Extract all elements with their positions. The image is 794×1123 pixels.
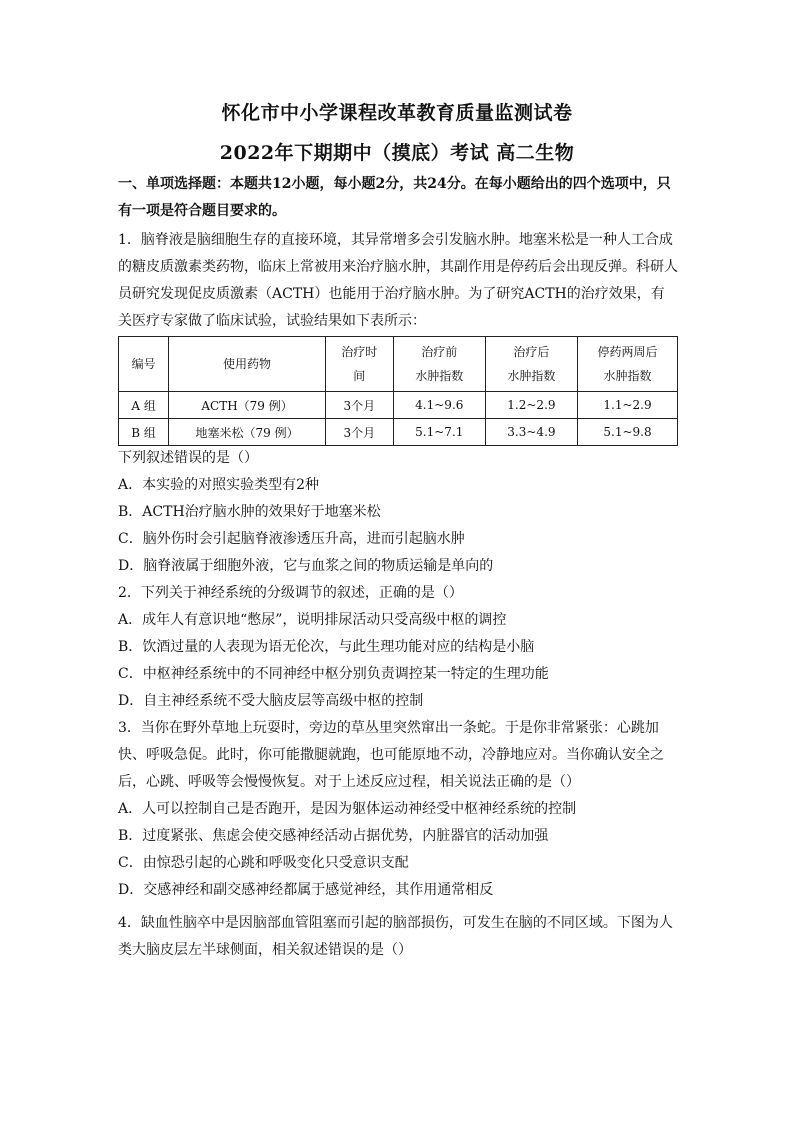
header-after-line1: 治疗后 xyxy=(513,345,550,359)
question-2-option-d: D．自主神经系统不受大脑皮层等高级中枢的控制 xyxy=(118,693,424,709)
cell-stop: 1.1~2.9 xyxy=(577,392,677,419)
cell-after: 3.3~4.9 xyxy=(485,419,577,446)
question-2-option-a: A．成年人有意识地“憋尿”，说明排尿活动只受高级中枢的调控 xyxy=(118,612,507,628)
table-row xyxy=(119,392,678,419)
cell-before: 5.1~7.1 xyxy=(393,419,485,446)
question-3-stem: 3．当你在野外草地上玩耍时，旁边的草丛里突然窜出一条蛇。于是你非常紧张：心跳加快、呼吸急促。此时，你可能撒腿就跑，也可能原地不动，冷静地应对。当你确认安全之后，心跳、呼吸等会慢慢恢复。对于上述反应过程，相关说法正确的是（） xyxy=(118,720,664,790)
table-header-row xyxy=(119,337,678,392)
table-row xyxy=(119,419,678,446)
question-1-stem: 1．脑脊液是脑细胞生存的直接环境，其异常增多会引发脑水肿。地塞米松是一种人工合成的糖皮质激素类药物，临床上常被用来治疗脑水肿，其副作用是停药后会出现反弹。科研人员研究发现促皮质激素（ACTH）也能用于治疗脑水肿。为了研究ACTH的治疗效果，有关医疗专家做了临床试验，试验结果如下表所示： xyxy=(118,232,678,329)
exam-subtitle: 2022年下期期中（摸底）考试 高二生物 xyxy=(219,142,575,164)
cell-time: 3个月 xyxy=(325,392,393,419)
header-time xyxy=(325,337,393,392)
results-table xyxy=(118,336,678,446)
header-before-line1: 治疗前 xyxy=(421,345,458,359)
question-3-option-c: C．由惊恐引起的心跳和呼吸变化只受意识支配 xyxy=(118,855,409,871)
cell-group: A 组 xyxy=(119,392,169,419)
cell-drug: ACTH（79 例） xyxy=(169,392,326,419)
header-before xyxy=(393,337,485,392)
question-4-stem: 4．缺血性脑卒中是因脑部血管阻塞而引起的脑部损伤，可发生在脑的不同区域。下图为人类大脑皮层左半球侧面，相关叙述错误的是（） xyxy=(118,915,673,958)
header-after xyxy=(485,337,577,392)
question-2-option-c: C．中枢神经系统中的不同神经中枢分别负责调控某一特定的生理功能 xyxy=(118,666,549,682)
question-1-prompt: 下列叙述错误的是（） xyxy=(118,450,258,466)
question-1-option-b: B．ACTH治疗脑水肿的效果好于地塞米松 xyxy=(118,504,381,520)
question-3-option-b: B．过度紧张、焦虑会使交感神经活动占据优势，内脏器官的活动加强 xyxy=(118,828,549,844)
header-stop-line2: 水肿指数 xyxy=(603,369,652,383)
question-1-option-c: C．脑外伤时会引起脑脊液渗透压升高，进而引起脑水肿 xyxy=(118,531,465,547)
cell-drug: 地塞米松（79 例） xyxy=(169,419,326,446)
question-1-option-d: D．脑脊液属于细胞外液，它与血浆之间的物质运输是单向的 xyxy=(118,558,494,574)
header-group: 编号 xyxy=(119,337,169,392)
question-1-option-a: A．本实验的对照实验类型有2种 xyxy=(118,477,320,493)
header-after-line2: 水肿指数 xyxy=(507,369,556,383)
question-3-option-a: A．人可以控制自己是否跑开，是因为躯体运动神经受中枢神经系统的控制 xyxy=(118,801,577,817)
header-time-line2: 间 xyxy=(353,369,366,383)
header-drug: 使用药物 xyxy=(169,337,326,392)
header-stop xyxy=(577,337,677,392)
question-2-option-b: B．饮酒过量的人表现为语无伦次，与此生理功能对应的结构是小脑 xyxy=(118,639,535,655)
question-3-option-d: D．交感神经和副交感神经都属于感觉神经，其作用通常相反 xyxy=(118,882,494,898)
cell-group: B 组 xyxy=(119,419,169,446)
cell-after: 1.2~2.9 xyxy=(485,392,577,419)
header-time-line1: 治疗时 xyxy=(341,345,378,359)
cell-before: 4.1~9.6 xyxy=(393,392,485,419)
question-2-stem: 2．下列关于神经系统的分级调节的叙述，正确的是（） xyxy=(118,585,463,601)
cell-time: 3个月 xyxy=(325,419,393,446)
cell-stop: 5.1~9.8 xyxy=(577,419,677,446)
header-before-line2: 水肿指数 xyxy=(415,369,464,383)
header-stop-line1: 停药两周后 xyxy=(597,345,658,359)
exam-title: 怀化市中小学课程改革教育质量监测试卷 xyxy=(221,102,573,124)
section-heading: 一、单项选择题：本题共12小题，每小题2分，共24分。在每小题给出的四个选项中，只有一项是符合题目要求的。 xyxy=(118,176,671,219)
